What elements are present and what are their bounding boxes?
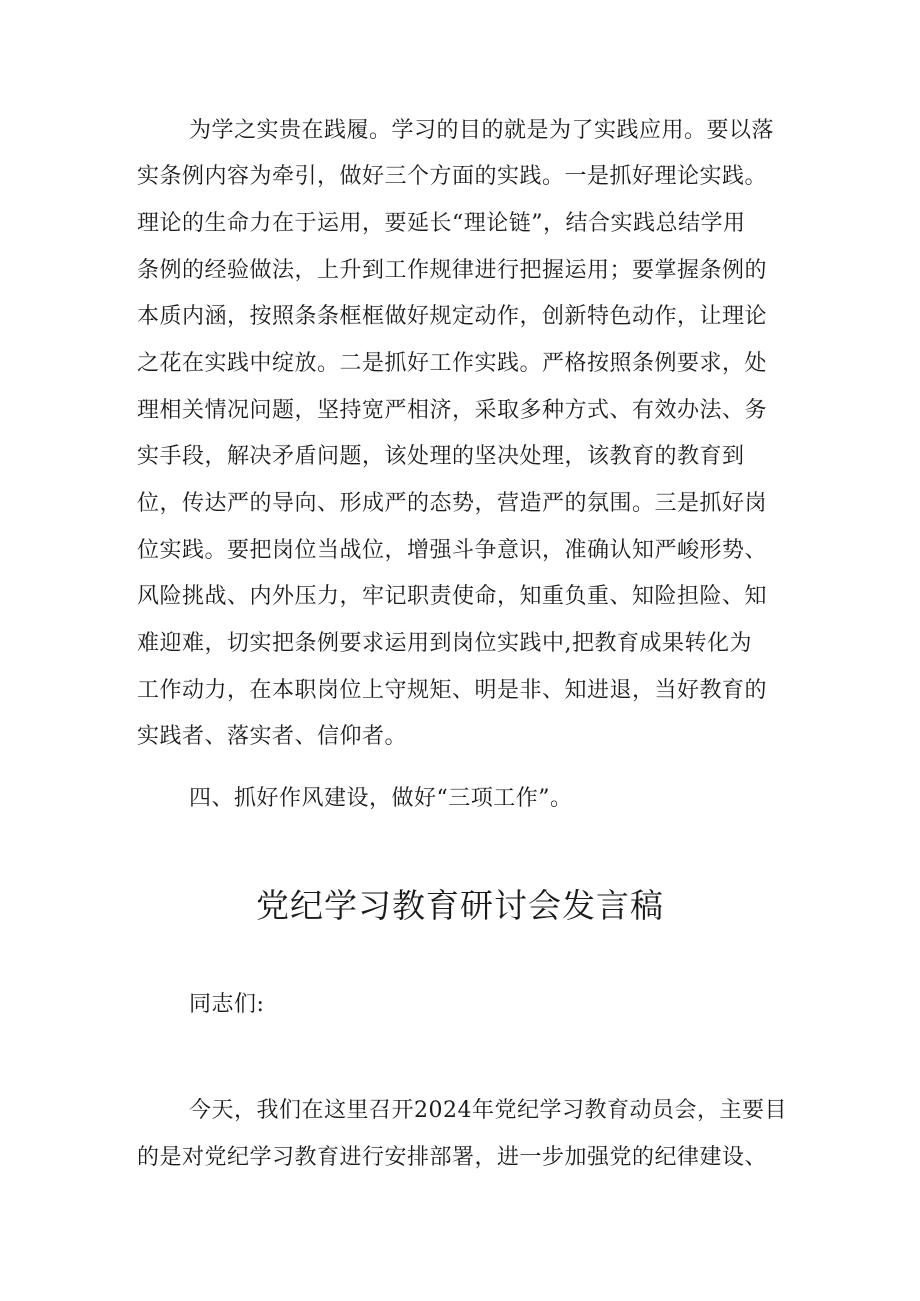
paragraph-line: 为学之实贵在践履。学习的目的就是为了实践应用。要以落: [189, 118, 775, 143]
paragraph-line: 实践者、落实者、信仰者。: [137, 724, 408, 749]
paragraph-line: 实手段，解决矛盾问题，该处理的坚决处理，该教育的教育到: [137, 444, 745, 469]
paragraph-line: 理相关情况问题，坚持宽严相济，采取多种方式、有效办法、务: [137, 398, 768, 423]
paragraph-line: 实条例内容为牵引，做好三个方面的实践。一是抓好理论实践。: [137, 164, 768, 189]
section-heading: 四、抓好作风建设，做好“三项工作”。: [189, 786, 573, 811]
paragraph-line: 工作动力，在本职岗位上守规矩、明是非、知进退，当好教育的: [137, 678, 768, 703]
document-title: 党纪学习教育研讨会发言稿: [256, 886, 664, 925]
paragraph-line: 的是对党纪学习教育进行安排部署，进一步加强党的纪律建设、: [137, 1145, 768, 1170]
paragraph-line: 位，传达严的导向、形成严的态势，营造严的氛围。三是抓好岗: [137, 491, 768, 516]
paragraph-line: 之花在实践中绽放。二是抓好工作实践。严格按照条例要求，处: [137, 351, 768, 376]
paragraph-line: 理论的生命力在于运用，要延长“理论链”，结合实践总结学用: [137, 211, 746, 236]
paragraph-line: 风险挑战、内外压力，牢记职责使命，知重负重、知险担险、知: [137, 584, 768, 609]
paragraph-line: 本质内涵，按照条条框框做好规定动作，创新特色动作，让理论: [137, 304, 768, 329]
paragraph-line: 难迎难，切实把条例要求运用到岗位实践中,把教育成果转化为: [137, 631, 752, 656]
salutation: 同志们:: [189, 992, 265, 1017]
paragraph-line: 条例的经验做法，上升到工作规律进行把握运用；要掌握条例的: [137, 258, 768, 283]
paragraph-line: 今天，我们在这里召开2024年党纪学习教育动员会，主要目: [189, 1098, 787, 1123]
paragraph-line: 位实践。要把岗位当战位，增强斗争意识，准确认知严峻形势、: [137, 538, 768, 563]
